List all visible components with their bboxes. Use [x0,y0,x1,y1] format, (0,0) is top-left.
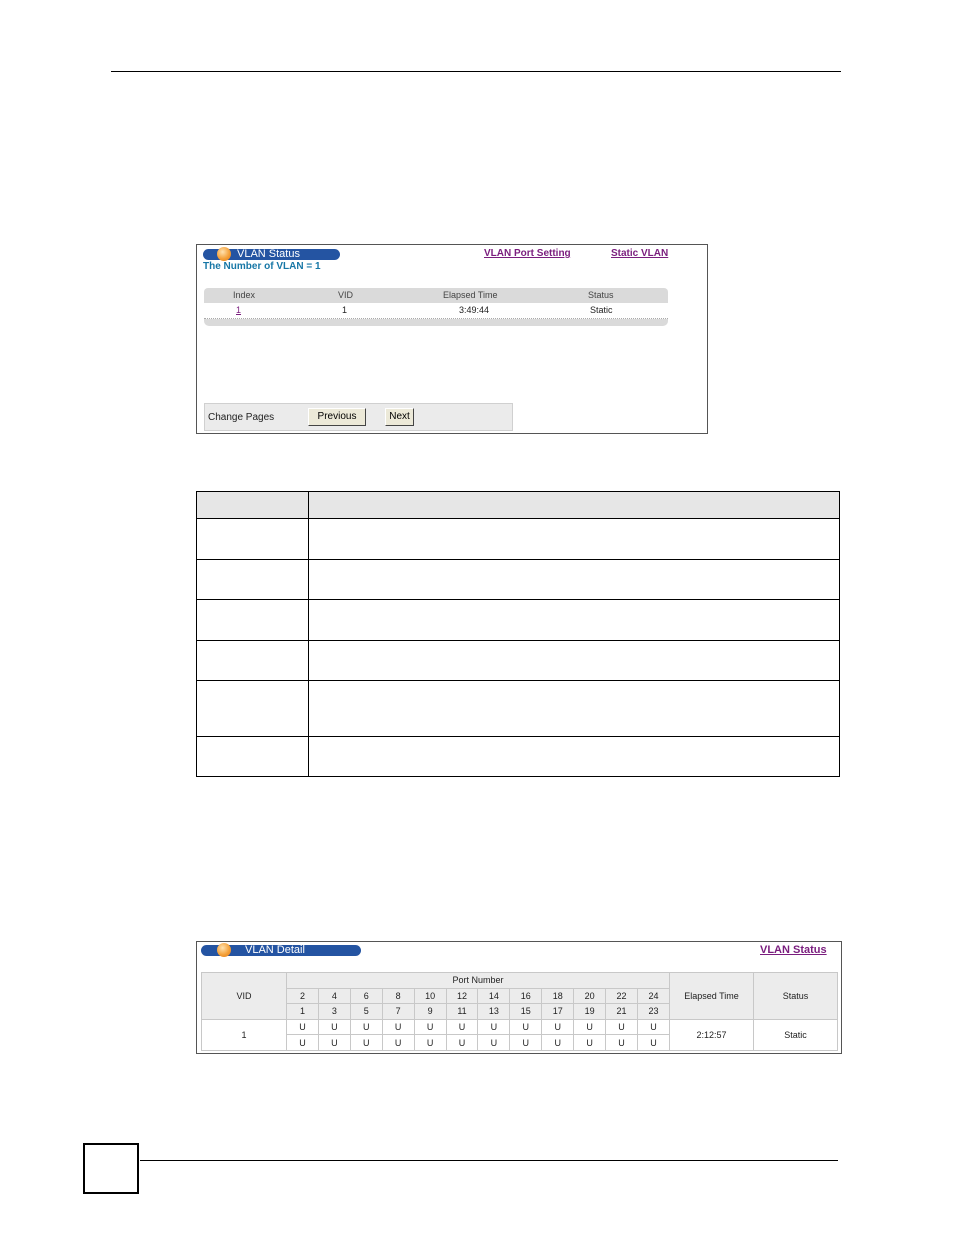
port-membership-cell: U [447,1020,478,1035]
port-membership-cell: U [383,1020,414,1035]
header-rule [111,71,841,72]
table-row [197,681,840,737]
vlan-status-panel [196,244,708,434]
port-membership-cell: U [478,1035,509,1050]
field-description-cell [309,681,840,737]
column-header-vid: VID [338,290,354,300]
table-row [197,600,840,641]
vlan-detail-title-pill [201,945,361,956]
field-description-cell [309,737,840,777]
port-number-cell: 19 [574,1004,605,1019]
port-number-cell: 1 [287,1004,318,1019]
port-number-cell: 23 [638,1004,669,1019]
field-table-header-row [197,492,840,519]
vlan-detail-header-row [202,973,837,988]
table-row [197,641,840,681]
change-pages-bar [204,403,513,431]
port-number-cell: 13 [478,1004,509,1019]
vlan-status-table-header [204,288,668,303]
port-number-cell: 22 [606,989,637,1004]
port-number-cell: 16 [510,989,541,1004]
vlan-status-title-pill [203,249,340,260]
vlan-index-link[interactable]: 1 [236,305,242,315]
port-membership-cell: U [287,1020,318,1035]
port-membership-cell: U [510,1035,541,1050]
port-membership-cell: U [606,1020,637,1035]
port-number-cell: 20 [574,989,605,1004]
table-row [197,560,840,600]
previous-button[interactable]: Previous [308,408,366,426]
port-membership-cell: U [542,1020,573,1035]
port-number-header: Port Number [287,973,669,988]
field-description-table [196,491,840,777]
table-row [197,519,840,560]
port-membership-cell: U [351,1035,382,1050]
vlan-detail-panel [196,941,842,1054]
vlan-status-title: VLAN Status [237,248,300,260]
port-membership-cell: U [606,1035,637,1050]
port-membership-cell: U [638,1020,669,1035]
port-membership-cell: U [574,1035,605,1050]
port-number-cell: 10 [415,989,446,1004]
field-description-cell [309,641,840,681]
field-name-cell [197,519,309,560]
port-number-cell: 11 [447,1004,478,1019]
detail-vid-cell: 1 [202,1020,286,1050]
column-header-status: Status [588,290,614,300]
column-header-index: Index [233,290,256,300]
field-description-cell [309,560,840,600]
port-membership-cell: U [383,1035,414,1050]
next-button[interactable]: Next [385,408,414,426]
port-number-cell: 4 [319,989,350,1004]
port-number-cell: 5 [351,1004,382,1019]
port-membership-cell: U [638,1035,669,1050]
port-number-cell: 8 [383,989,414,1004]
vlan-status-link[interactable]: VLAN Status [760,944,827,956]
status-header: Status [754,973,837,1019]
vlan-detail-title: VLAN Detail [245,944,305,956]
port-membership-cell: U [447,1035,478,1050]
field-name-cell [197,560,309,600]
change-pages-label: Change Pages [208,412,275,423]
vlan-status-cell: Static [590,305,613,315]
port-membership-cell: U [287,1035,318,1050]
port-number-cell: 6 [351,989,382,1004]
footer-rule [140,1160,838,1161]
orange-bullet-icon [217,247,231,261]
port-membership-cell: U [351,1020,382,1035]
detail-status-cell: Static [754,1020,837,1050]
vlan-detail-table [201,972,838,1051]
column-header-elapsed-time: Elapsed Time [443,290,498,300]
vlan-vid-cell: 1 [342,305,348,315]
vlan-status-table [204,288,668,326]
page-number-box [83,1143,139,1194]
port-membership-cell: U [478,1020,509,1035]
vlan-count: The Number of VLAN = 1 [203,261,321,272]
table-row [197,737,840,777]
field-name-cell [197,681,309,737]
port-number-cell: 9 [415,1004,446,1019]
field-name-cell [197,600,309,641]
port-number-cell: 17 [542,1004,573,1019]
field-name-cell [197,641,309,681]
elapsed-time-header: Elapsed Time [670,973,753,1019]
port-membership-cell: U [415,1020,446,1035]
port-membership-cell: U [510,1020,541,1035]
field-header-label [197,492,309,519]
port-number-cell: 3 [319,1004,350,1019]
static-vlan-link[interactable]: Static VLAN [611,248,669,259]
port-number-cell: 7 [383,1004,414,1019]
port-number-cell: 12 [447,989,478,1004]
table-row [204,303,668,319]
orange-bullet-icon [217,943,231,957]
field-description-cell [309,519,840,560]
port-membership-cell: U [415,1035,446,1050]
port-number-cell: 18 [542,989,573,1004]
port-number-cell: 24 [638,989,669,1004]
table-row [202,1020,837,1035]
port-number-cell: 21 [606,1004,637,1019]
vlan-status-table-footer [204,319,668,326]
port-number-cell: 15 [510,1004,541,1019]
vlan-elapsed-cell: 3:49:44 [459,305,490,315]
detail-elapsed-cell: 2:12:57 [670,1020,753,1050]
port-membership-cell: U [319,1020,350,1035]
vid-header: VID [202,973,286,1019]
port-number-cell: 14 [478,989,509,1004]
port-membership-cell: U [542,1035,573,1050]
port-membership-cell: U [574,1020,605,1035]
field-name-cell [197,737,309,777]
vlan-port-setting-link[interactable]: VLAN Port Setting [484,248,571,259]
port-number-cell: 2 [287,989,318,1004]
port-membership-cell: U [319,1035,350,1050]
description-header-label [309,492,840,519]
field-description-cell [309,600,840,641]
